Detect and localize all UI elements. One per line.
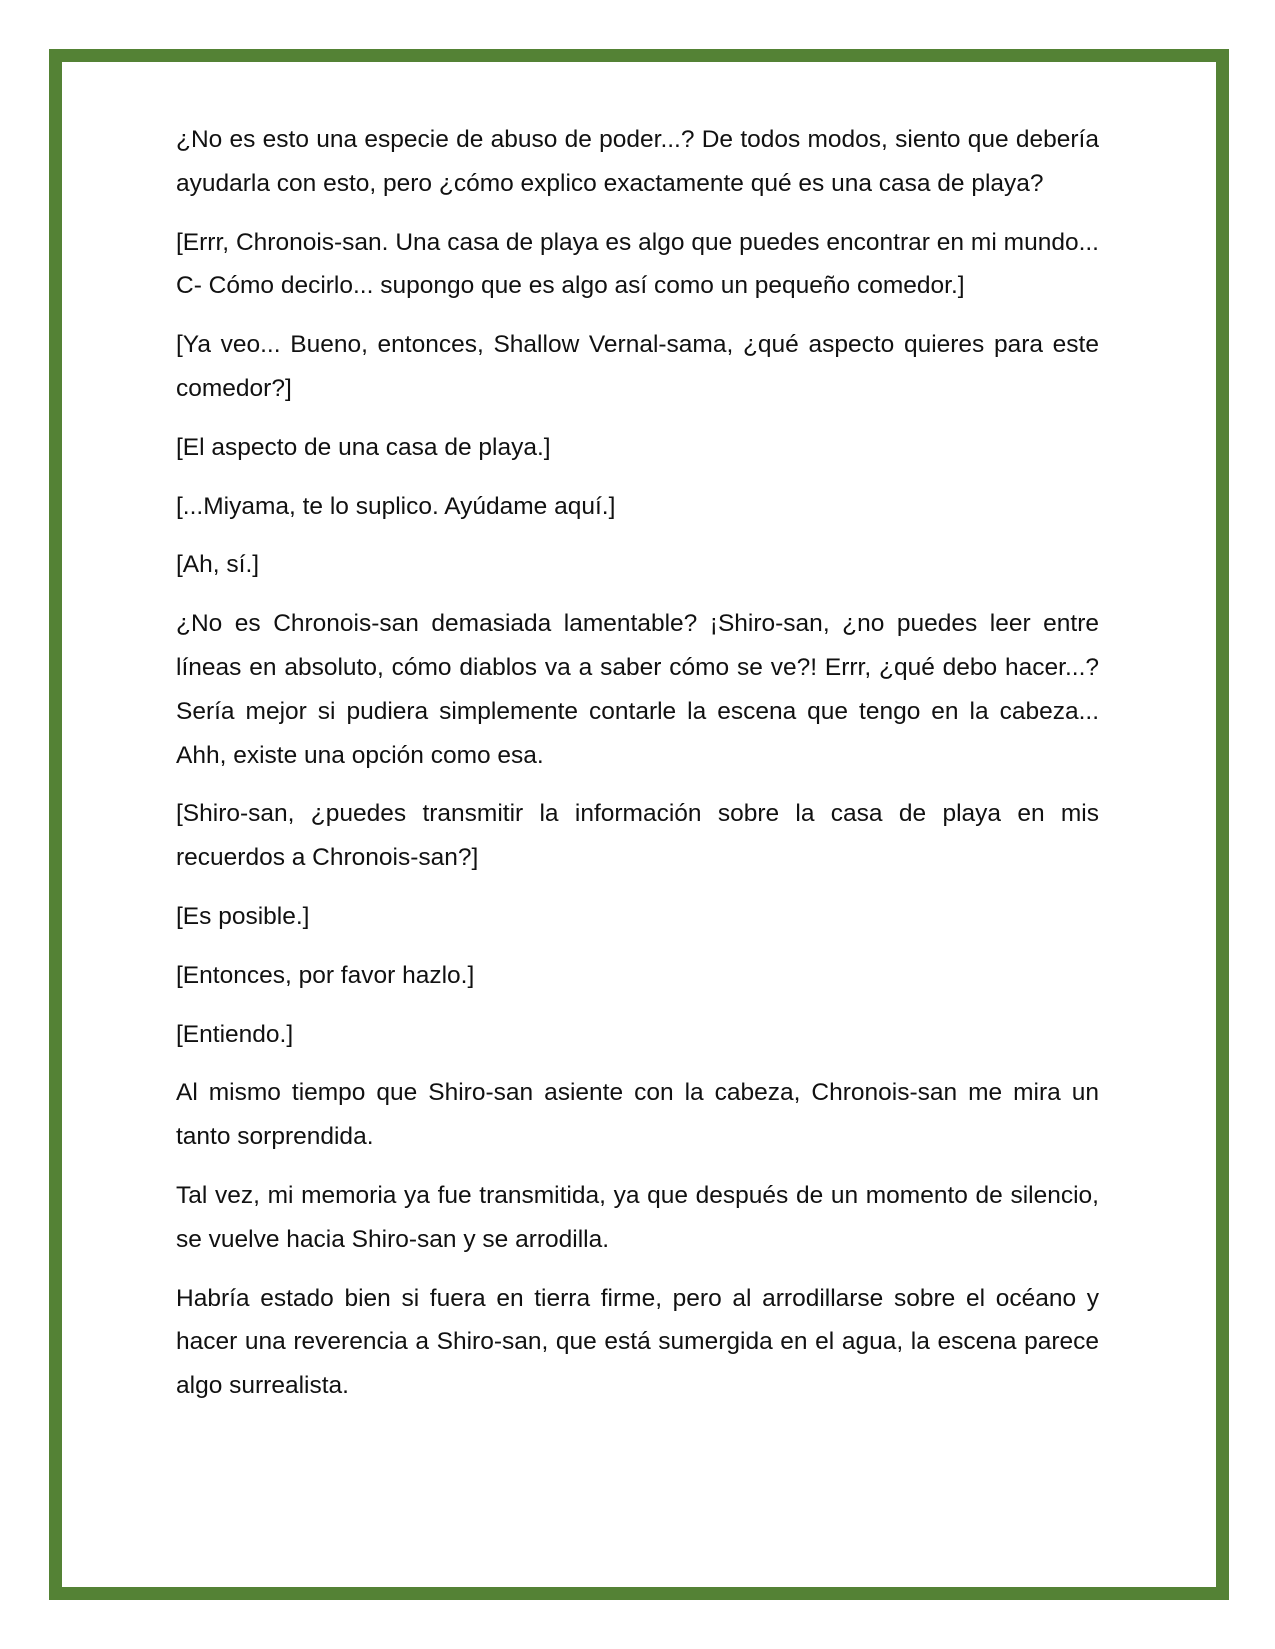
paragraph-5: [...Miyama, te lo suplico. Ayúdame aquí.] <box>176 492 616 520</box>
paragraph-6: [Ah, sí.] <box>176 551 260 579</box>
paragraph-11: [Entiendo.] <box>176 1020 294 1048</box>
paragraph-2: [Errr, Chronois-san. Una casa de playa es algo que puedes encontrar en mi mundo... C- Cómo decirlo... supongo que es algo así como un pequeño comedor.] <box>176 228 1099 300</box>
paragraph-13: Tal vez, mi memoria ya fue transmitida, ya que después de un momento de silencio, se vuelve hacia Shiro-san y se arrodilla. <box>176 1181 1099 1253</box>
paragraph-7: ¿No es Chronois-san demasiada lamentable? ¡Shiro-san, ¿no puedes leer entre líneas en absoluto, cómo diablos va a saber cómo se ve?! Errr, ¿qué debo hacer...? Sería mejor si pudiera simplemente contarle la escena que tengo en la cabeza... Ahh, existe una opción como esa. <box>176 610 1099 769</box>
paragraph-12: Al mismo tiempo que Shiro-san asiente con la cabeza, Chronois-san me mira un tanto sorprendida. <box>176 1079 1099 1151</box>
paragraph-4: [El aspecto de una casa de playa.] <box>176 433 551 461</box>
paragraph-3: [Ya veo... Bueno, entonces, Shallow Vernal-sama, ¿qué aspecto quieres para este comedor?] <box>176 331 1099 402</box>
paragraph-9: [Es posible.] <box>176 902 310 930</box>
paragraph-14: Habría estado bien si fuera en tierra firme, pero al arrodillarse sobre el océano y hacer una reverencia a Shiro-san, que está sumergida en el agua, la escena parece algo surrealista. <box>176 1284 1099 1400</box>
paragraph-1: ¿No es esto una especie de abuso de poder...? De todos modos, siento que debería ayudarla con esto, pero ¿cómo explico exactamente qué es una casa de playa? <box>176 126 1099 197</box>
paragraph-8: [Shiro-san, ¿puedes transmitir la información sobre la casa de playa en mis recuerdos a Chronois-san?] <box>176 800 1099 872</box>
document-body <box>176 118 1099 1423</box>
paragraph-10: [Entonces, por favor hazlo.] <box>176 961 475 989</box>
